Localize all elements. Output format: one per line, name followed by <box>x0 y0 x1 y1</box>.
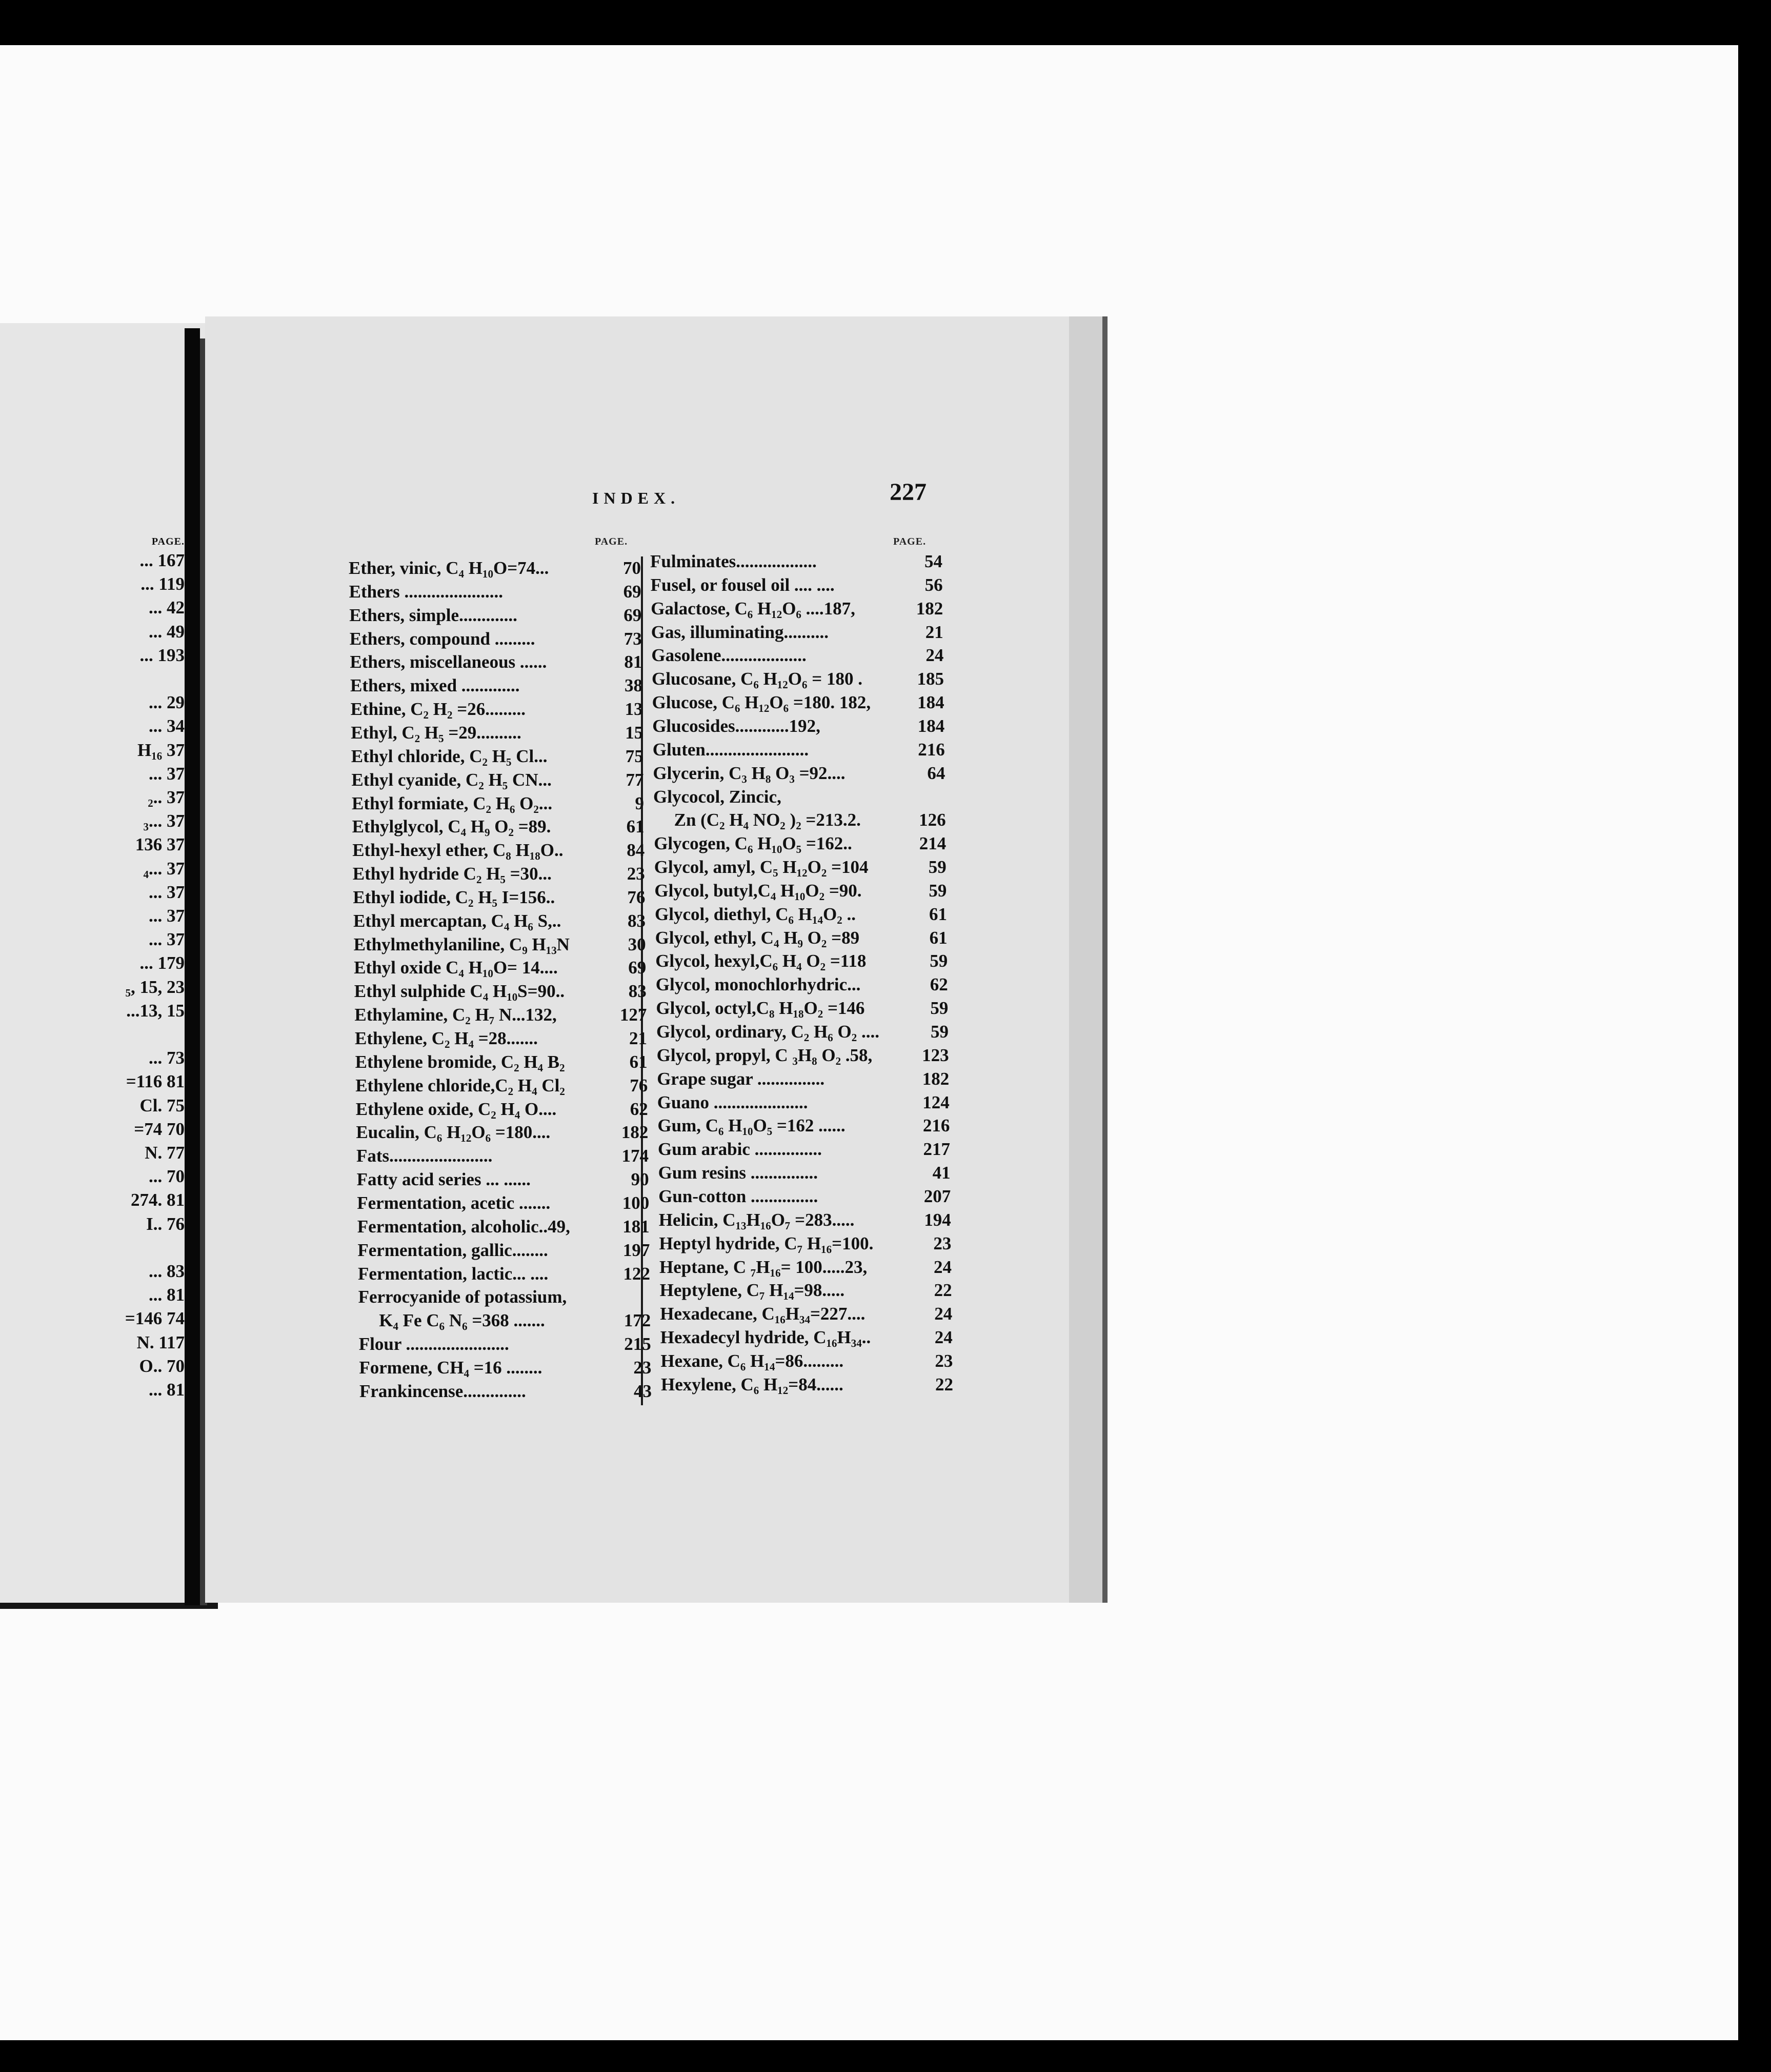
previous-page-line: ... 37 <box>149 882 185 902</box>
previous-page-line: Cl. 75 <box>139 1095 185 1115</box>
left-entry-label: K₄ Fe C₆ N₆ =368 ....... <box>379 1310 545 1331</box>
left-entry-page: 77 <box>626 769 644 790</box>
right-entry-label: Gum arabic ............... <box>658 1139 822 1160</box>
right-entry-page: 61 <box>929 927 948 948</box>
left-entry <box>352 840 645 864</box>
left-entry-page: 181 <box>622 1216 650 1237</box>
left-entry-page: 15 <box>625 722 643 743</box>
right-entry-label: Gum, C₆ H₁₀O₅ =162 ...... <box>657 1115 846 1136</box>
right-entry-page: 59 <box>930 951 948 971</box>
left-entry <box>349 558 641 582</box>
previous-page-line: =116 81 <box>126 1071 185 1092</box>
left-entry <box>357 1193 649 1217</box>
left-entry <box>350 652 642 675</box>
left-entry-label: Ethers, mixed ............. <box>350 675 520 696</box>
right-entry-page: 64 <box>927 763 945 783</box>
book-spine <box>185 328 200 1605</box>
right-entry <box>655 928 948 951</box>
previous-page <box>0 323 215 1608</box>
left-entry-page: 69 <box>623 581 641 602</box>
right-entry-page: 59 <box>928 857 947 878</box>
left-entry <box>354 934 646 958</box>
right-entry-label: Glycol, propyl, C ₃H₈ O₂ .58, <box>656 1045 873 1065</box>
previous-page-line: ... 37 <box>149 929 185 950</box>
right-entry-label: Hexane, C₆ H₁₄=86......... <box>660 1350 844 1371</box>
right-entry-page: 22 <box>934 1280 952 1301</box>
left-entry-page: 43 <box>634 1381 652 1401</box>
right-entry-label: Glucosane, C₆ H₁₂O₆ = 180 . <box>652 669 862 689</box>
previous-page-line: ₅, 15, 23 <box>125 977 185 997</box>
right-entry-label: Glycocol, Zincic, <box>653 786 781 807</box>
right-entry-label: Gas, illuminating.......... <box>651 622 829 642</box>
left-entry-label: Ethyl-hexyl ether, C₈ H₁₈O.. <box>352 840 564 861</box>
previous-page-line <box>0 1024 185 1048</box>
left-entry <box>350 675 642 699</box>
left-entry <box>357 1169 649 1193</box>
previous-page-line: ... 193 <box>139 645 185 665</box>
right-entry-page: 61 <box>929 904 947 924</box>
right-entry-page: 214 <box>919 833 947 854</box>
right-entry-label: Glycol, octyl,C₈ H₁₈O₂ =146 <box>656 998 865 1019</box>
left-entry-page: 75 <box>625 746 643 766</box>
left-entry <box>351 699 643 723</box>
page-edge-shadow <box>1102 316 1108 1603</box>
right-entry-label: Glycogen, C₆ H₁₀O₅ =162.. <box>654 833 852 854</box>
previous-page-line: 274. 81 <box>131 1190 185 1210</box>
left-entry-page: 9 <box>635 793 644 813</box>
left-entry-page: 172 <box>623 1310 651 1331</box>
left-entry-label: Flour ....................... <box>358 1334 509 1354</box>
left-entry-label: Ethylglycol, C₄ H₉ O₂ =89. <box>352 816 551 837</box>
left-entry-label: Ethylamine, C₂ H₇ N...132, <box>354 1005 557 1025</box>
right-entry <box>658 1163 951 1186</box>
right-entry-label: Galactose, C₆ H₁₂O₆ ....187, <box>651 598 855 619</box>
right-entry-label: Fulminates.................. <box>650 551 817 571</box>
left-entry <box>351 723 643 746</box>
right-entry-label: Gum resins ............... <box>658 1163 818 1183</box>
left-entry-page: 174 <box>621 1146 649 1166</box>
right-entry-page: 124 <box>922 1092 950 1112</box>
right-entry <box>651 645 943 669</box>
left-entry-label: Ethylene oxide, C₂ H₄ O.... <box>355 1099 557 1119</box>
previous-page-line: ... 179 <box>139 953 185 973</box>
previous-page-line: ... 37 <box>149 763 185 784</box>
right-entry <box>657 1069 949 1092</box>
previous-page-line: ... 167 <box>139 550 185 570</box>
right-entry <box>655 904 947 928</box>
right-entry-page: 24 <box>934 1257 952 1277</box>
left-entry-label: Ferrocyanide of potassium, <box>358 1287 567 1307</box>
previous-page-line: N. 77 <box>145 1143 185 1163</box>
left-entry <box>354 981 647 1005</box>
left-entry-page: 69 <box>628 958 647 978</box>
left-entry <box>359 1358 651 1381</box>
left-entry <box>356 1099 648 1123</box>
previous-page-line: =74 70 <box>134 1119 185 1139</box>
right-entry <box>656 998 948 1022</box>
left-entry <box>354 1005 647 1028</box>
right-entry-label: Fusel, or fousel oil .... .... <box>650 574 835 595</box>
left-column-page-heading: PAGE. <box>595 536 628 547</box>
left-entry-label: Ethyl cyanide, C₂ H₅ CN... <box>351 769 552 790</box>
left-entry <box>351 770 643 793</box>
right-entry <box>660 1327 953 1351</box>
left-entry-label: Ethine, C₂ H₂ =26......... <box>350 699 526 720</box>
right-entry-label: Helicin, C₁₃H₁₆O₇ =283..... <box>658 1209 855 1230</box>
left-entry-label: Ethyl oxide C₄ H₁₀O= 14.... <box>354 958 558 978</box>
right-entry <box>657 1045 949 1069</box>
right-entry-page: 123 <box>922 1045 949 1065</box>
left-entry-page: 69 <box>623 605 642 625</box>
left-entry-page: 62 <box>630 1099 648 1119</box>
left-entry-label: Fermentation, gallic........ <box>357 1240 548 1260</box>
right-entry-label: Hexadecane, C₁₆H₃₄=227.... <box>660 1304 866 1324</box>
left-entry-label: Ethers, simple............. <box>349 605 517 625</box>
right-entry-page: 54 <box>924 551 942 571</box>
left-entry-page: 84 <box>627 840 645 861</box>
left-entry-label: Frankincense.............. <box>359 1381 526 1401</box>
right-entry-page: 24 <box>925 645 944 666</box>
previous-page-line: I.. 76 <box>146 1213 185 1234</box>
left-entry-label: Ethers ...................... <box>349 581 503 602</box>
left-entry-page: 70 <box>623 558 641 578</box>
previous-page-line: ...13, 15 <box>126 1000 185 1021</box>
right-entry <box>659 1257 952 1281</box>
left-entry-label: Fermentation, lactic... .... <box>358 1263 549 1284</box>
right-entry-label: Hexylene, C₆ H₁₂=84...... <box>661 1374 843 1394</box>
right-entry-page: 185 <box>917 669 944 689</box>
right-entry-page: 182 <box>922 1068 950 1089</box>
left-entry-page: 61 <box>629 1051 648 1072</box>
right-entry-page: 216 <box>922 1115 950 1136</box>
previous-page-line: ... 49 <box>149 621 185 642</box>
right-entry-label: Heptylene, C₇ H₁₄=98..... <box>659 1280 845 1301</box>
right-entry-label: Guano ..................... <box>657 1092 808 1112</box>
previous-page-line: ... 83 <box>149 1261 185 1281</box>
right-entry <box>660 1304 952 1327</box>
left-entry <box>357 1240 650 1264</box>
left-entry <box>358 1287 651 1310</box>
right-entry-page: 24 <box>934 1304 953 1324</box>
left-entry <box>352 816 645 840</box>
previous-page-line <box>0 1238 185 1261</box>
right-entry <box>653 740 945 763</box>
previous-page-line: N. 117 <box>136 1332 185 1352</box>
right-entry <box>655 951 948 974</box>
left-entry-page: 38 <box>625 675 642 696</box>
left-entry-page: 81 <box>624 652 642 672</box>
right-entry-label: Glycol, ordinary, C₂ H₆ O₂ .... <box>656 1022 879 1042</box>
right-entry <box>660 1280 952 1304</box>
right-entry <box>659 1210 951 1233</box>
previous-page-line: ... 119 <box>140 574 185 594</box>
previous-page-line: ... 34 <box>149 716 185 736</box>
left-entry-label: Ethyl mercaptan, C₄ H₆ S,.. <box>353 910 561 931</box>
left-entry-page: 23 <box>633 1357 652 1378</box>
left-entry-label: Ethyl formiate, C₂ H₆ O₂... <box>352 793 553 813</box>
left-entry <box>355 1075 648 1099</box>
previous-page-line: ... 29 <box>149 692 185 713</box>
left-entry <box>354 958 646 981</box>
right-entry-label: Gasolene................... <box>651 645 807 666</box>
left-entry-label: Fatty acid series ... ...... <box>356 1169 531 1190</box>
right-entry-page: 216 <box>918 739 945 760</box>
left-entry-page: 61 <box>626 816 645 837</box>
left-entry-label: Fermentation, acetic ....... <box>357 1192 551 1213</box>
right-entry <box>674 810 946 833</box>
left-entry-page: 122 <box>623 1263 650 1284</box>
left-entry-label: Ethers, compound ......... <box>349 628 535 649</box>
left-entry-label: Ethylene, C₂ H₄ =28....... <box>355 1028 538 1048</box>
right-entry-label: Grape sugar ............... <box>657 1068 825 1089</box>
previous-page-heading: PAGE. <box>151 536 185 547</box>
right-entry-page: 22 <box>935 1374 953 1394</box>
left-entry-label: Ethyl iodide, C₂ H₅ I=156.. <box>353 887 555 907</box>
left-entry <box>353 887 645 911</box>
previous-page-line: ... 81 <box>149 1380 185 1400</box>
previous-page-line: ₃... 37 <box>143 811 185 831</box>
previous-page-line: ... 73 <box>149 1048 185 1068</box>
right-entry-page: 59 <box>930 998 949 1019</box>
right-entry-page: 207 <box>923 1186 951 1206</box>
previous-page-line: ... 70 <box>149 1166 185 1187</box>
right-entry-label: Glucosides............192, <box>652 715 820 736</box>
right-entry <box>658 1186 951 1210</box>
left-entry-page: 215 <box>624 1334 651 1354</box>
page-edge-shading <box>1069 316 1104 1603</box>
right-entry-label: Glycol, amyl, C₅ H₁₂O₂ =104 <box>654 857 869 878</box>
right-entry-page: 23 <box>933 1233 952 1253</box>
right-entry <box>657 1092 950 1116</box>
left-entry <box>379 1310 651 1334</box>
right-entry-label: Heptyl hydride, C₇ H₁₆=100. <box>659 1233 874 1253</box>
left-entry-page: 83 <box>628 910 646 931</box>
previous-page-line: ... 42 <box>149 597 185 618</box>
left-entry <box>359 1381 652 1405</box>
right-entry <box>651 599 943 622</box>
right-entry-label: Heptane, C ₇H₁₆= 100.....23, <box>659 1257 868 1277</box>
right-entry-page: 23 <box>935 1350 953 1371</box>
left-entry-label: Ethyl hydride C₂ H₅ =30... <box>352 864 552 884</box>
left-entry <box>355 1052 648 1075</box>
previous-page-line: 136 37 <box>135 834 185 855</box>
left-entry-label: Ethylmethylaniline, C₉ H₁₃N <box>353 934 570 954</box>
left-entry-label: Ethylene bromide, C₂ H₄ B₂ <box>355 1051 565 1072</box>
right-entry-page: 59 <box>931 1022 949 1042</box>
left-entry-label: Ethyl, C₂ H₅ =29.......... <box>351 722 521 743</box>
right-entry <box>659 1233 951 1257</box>
right-entry-label: Zn (C₂ H₄ NO₂ )₂ =213.2. <box>674 810 861 830</box>
right-entry-page: 62 <box>930 974 948 995</box>
left-entry-page: 90 <box>631 1169 649 1190</box>
right-entry-page: 21 <box>925 622 943 642</box>
left-entry-page: 100 <box>622 1192 650 1213</box>
left-entry-page <box>647 1287 651 1310</box>
right-entry <box>653 763 945 787</box>
previous-page-line: ... 37 <box>149 906 185 926</box>
right-entry <box>651 575 943 599</box>
right-entry-label: Glucose, C₆ H₁₂O₆ =180. 182, <box>652 692 871 713</box>
left-entry-label: Ethyl chloride, C₂ H₅ Cl... <box>351 746 548 766</box>
right-entry-label: Glycol, hexyl,C₆ H₄ O₂ =118 <box>655 951 867 971</box>
right-entry-page: 194 <box>924 1209 951 1230</box>
left-entry-page: 76 <box>630 1075 648 1095</box>
right-entry-page <box>941 787 945 810</box>
left-entry-label: Ether, vinic, C₄ H₁₀O=74... <box>349 558 549 578</box>
right-column-page-heading: PAGE. <box>893 536 927 547</box>
left-entry-page: 127 <box>619 1005 647 1025</box>
right-entry <box>654 881 947 904</box>
left-entry-label: Formene, CH₄ =16 ........ <box>359 1357 542 1378</box>
right-entry-page: 184 <box>917 692 944 713</box>
right-entry-label: Glycol, butyl,C₄ H₁₀O₂ =90. <box>654 880 862 901</box>
left-entry <box>356 1146 649 1169</box>
page-number: 227 <box>890 479 927 506</box>
previous-page-line: ₄... 37 <box>143 858 185 879</box>
left-entry-page: 21 <box>629 1028 647 1048</box>
right-entry-page: 59 <box>929 880 947 901</box>
left-entry-page: 23 <box>627 864 645 884</box>
right-entry-page: 24 <box>934 1327 953 1348</box>
right-entry <box>654 833 946 857</box>
right-entry-label: Glycol, diethyl, C₆ H₁₄O₂ .. <box>655 904 856 924</box>
right-entry-label: Gun-cotton ............... <box>658 1186 818 1206</box>
right-entry-page: 41 <box>932 1163 951 1183</box>
previous-page-line: H₁₆ 37 <box>137 740 185 760</box>
right-entry <box>652 692 944 716</box>
left-entry-page: 73 <box>623 628 642 649</box>
left-entry <box>358 1264 650 1287</box>
left-entry <box>353 864 645 887</box>
right-entry <box>656 1022 949 1045</box>
right-entry-label: Glycol, monochlorhydric... <box>655 974 861 995</box>
left-entry-page: 182 <box>621 1122 649 1143</box>
left-entry <box>357 1217 650 1240</box>
previous-page-line: =146 74 <box>125 1308 185 1329</box>
right-entry <box>660 1351 953 1374</box>
right-entry-label: Glycerin, C₃ H₈ O₃ =92.... <box>653 763 846 783</box>
left-entry <box>349 605 641 629</box>
left-entry <box>355 1028 647 1052</box>
left-entry <box>356 1122 648 1146</box>
right-entry-page: 217 <box>923 1139 950 1160</box>
right-entry <box>653 787 945 810</box>
left-entry-label: Eucalin, C₆ H₁₂O₆ =180.... <box>356 1122 551 1143</box>
left-entry-label: Fats....................... <box>356 1146 493 1166</box>
left-entry <box>351 746 643 770</box>
index-page <box>205 316 1101 1603</box>
right-entry-label: Glycol, ethyl, C₄ H₉ O₂ =89 <box>655 927 860 948</box>
right-entry-page: 182 <box>916 598 943 619</box>
left-entry-label: Ethers, miscellaneous ...... <box>350 652 547 672</box>
left-entry-label: Ethyl sulphide C₄ H₁₀S=90.. <box>354 981 565 1002</box>
previous-page-line: ₂.. 37 <box>148 787 185 807</box>
right-entry <box>657 1115 950 1139</box>
right-entry <box>661 1374 953 1398</box>
previous-page-line: ... 81 <box>149 1285 185 1305</box>
left-entry <box>350 629 642 652</box>
right-entry-label: Gluten....................... <box>652 739 809 760</box>
left-entry-page: 30 <box>628 934 646 954</box>
right-entry <box>654 857 947 881</box>
left-entry-page: 197 <box>622 1240 650 1260</box>
left-entry <box>349 582 641 605</box>
left-entry-page: 76 <box>627 887 646 907</box>
left-entry-label: Fermentation, alcoholic..49, <box>357 1216 570 1237</box>
right-entry-label: Hexadecyl hydride, C₁₆H₃₄.. <box>660 1327 871 1348</box>
right-entry <box>651 622 943 646</box>
right-entry-page: 126 <box>919 810 946 830</box>
previous-page-line: O.. 70 <box>139 1356 185 1376</box>
right-entry-page: 184 <box>917 715 945 736</box>
right-entry <box>652 669 944 692</box>
previous-page-line <box>0 669 185 692</box>
right-entry <box>652 716 944 740</box>
left-entry <box>353 911 646 934</box>
right-entry <box>658 1139 950 1163</box>
left-entry-label: Ethylene chloride,C₂ H₄ Cl₂ <box>355 1075 565 1095</box>
running-head: INDEX. <box>592 489 680 507</box>
right-entry <box>656 974 948 998</box>
left-entry-page: 13 <box>625 699 643 720</box>
left-entry <box>352 793 644 817</box>
right-entry-page: 56 <box>924 574 943 595</box>
left-entry <box>359 1334 651 1358</box>
right-entry <box>650 551 942 575</box>
left-entry-page: 83 <box>628 981 647 1002</box>
